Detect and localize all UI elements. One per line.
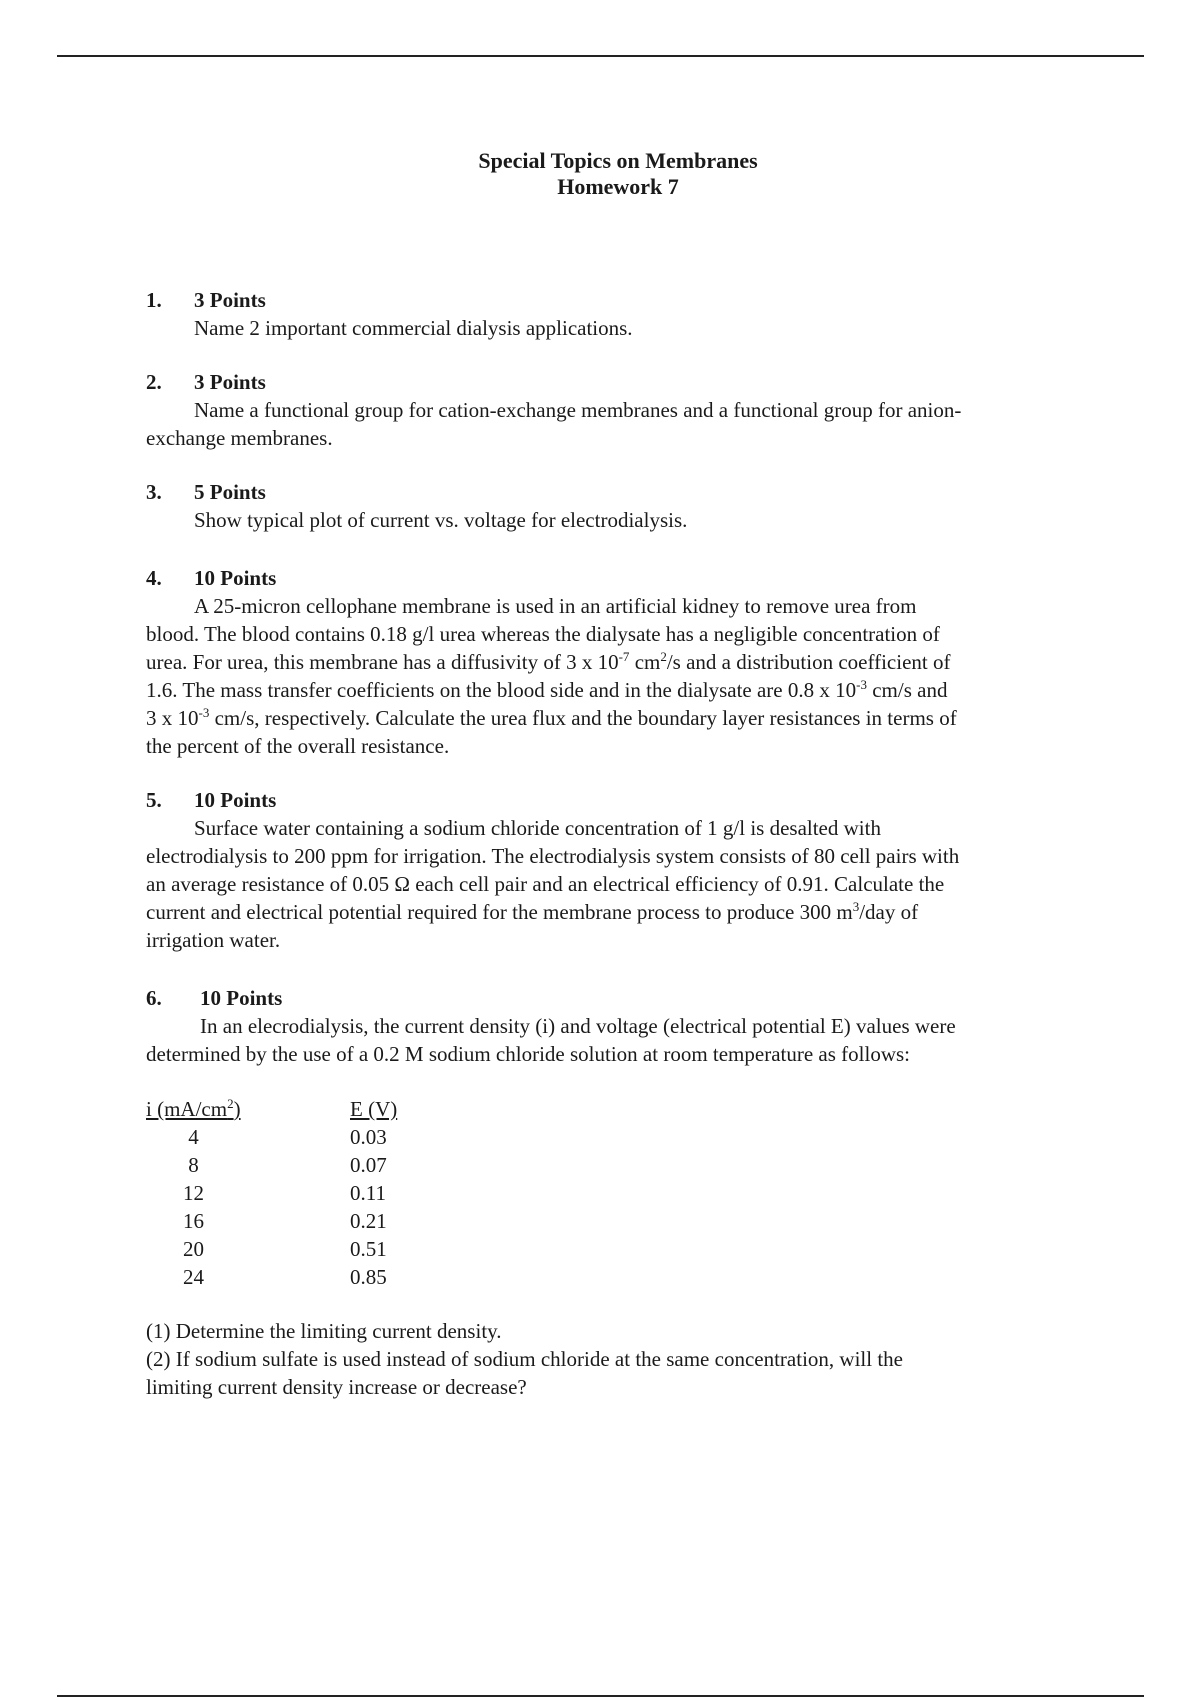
question-points: 3 Points <box>194 288 266 312</box>
question-points: 10 Points <box>200 986 283 1010</box>
question-points: 10 Points <box>194 788 277 812</box>
question-text: irrigation water. <box>146 928 281 952</box>
subquestion-2: (2) If sodium sulfate is used instead of sodium chloride at the same concentration, will the <box>146 1347 903 1371</box>
voltage-column <box>350 1095 410 1291</box>
question-points: 3 Points <box>194 370 266 394</box>
question-text: A 25-micron cellophane membrane is used in an artificial kidney to remove urea from <box>194 594 917 618</box>
question-number: 6. <box>146 986 162 1010</box>
voltage-header: E (V) <box>350 1097 398 1121</box>
table-cell: 0.51 <box>350 1237 387 1261</box>
question-text: In an elecrodialysis, the current density (i) and voltage (electrical potential E) values were <box>200 1014 956 1038</box>
question-2 <box>146 368 1096 452</box>
question-text: Name 2 important commercial dialysis applications. <box>194 316 633 340</box>
question-text: 3 x $10^{-3}$ cm/s, respectively. Calculate the urea flux and the boundary layer resistances in terms of <box>146 705 957 730</box>
question-4 <box>146 564 1096 760</box>
question-number: 3. <box>146 480 162 504</box>
document-title: Special Topics on Membranes <box>478 148 758 173</box>
question-text: current and electrical potential required for the membrane process to produce 300 $m^3$/day of <box>146 899 919 924</box>
question-text: 1.6. The mass transfer coefficients on the blood side and in the dialysate are 0.8 x $10^{-3}$ cm/s and <box>146 677 948 702</box>
question-number: 4. <box>146 566 162 590</box>
table-cell: 12 <box>183 1181 204 1205</box>
table-cell: 24 <box>183 1265 204 1289</box>
table-cell: 8 <box>188 1153 199 1177</box>
question-text: urea. For urea, this membrane has a diffusivity of 3 x $10^{-7}$ $cm^2/s$ and a distribution coefficient of <box>146 649 951 674</box>
question-text: Show typical plot of current vs. voltage for electrodialysis. <box>194 508 688 532</box>
question-text: blood. The blood contains 0.18 g/l urea whereas the dialysate has a negligible concentration of <box>146 622 940 646</box>
current-density-header: i $(mA/cm^2)$ <box>146 1096 241 1121</box>
subquestions <box>146 1317 1096 1401</box>
bottom-rule <box>57 1695 1144 1697</box>
table-cell: 0.21 <box>350 1209 387 1233</box>
question-text: exchange membranes. <box>146 426 333 450</box>
question-text: electrodialysis to 200 ppm for irrigation. The electrodialysis system consists of 80 cell pairs with <box>146 844 960 868</box>
question-points: 5 Points <box>194 480 266 504</box>
subquestion-1: (1) Determine the limiting current density. <box>146 1319 502 1343</box>
top-rule <box>57 55 1144 57</box>
question-number: 1. <box>146 288 162 312</box>
current-density-column <box>146 1095 256 1291</box>
question-5 <box>146 786 1096 954</box>
table-cell: 0.03 <box>350 1125 387 1149</box>
table-cell: 16 <box>183 1209 204 1233</box>
question-1 <box>146 286 1096 342</box>
document-subtitle: Homework 7 <box>557 174 679 199</box>
question-text: Surface water containing a sodium chloride concentration of 1 g/l is desalted with <box>194 816 881 840</box>
table-cell: 0.07 <box>350 1153 387 1177</box>
table-cell: 20 <box>183 1237 204 1261</box>
subquestion-2-cont: limiting current density increase or decrease? <box>146 1375 527 1399</box>
question-text: an average resistance of 0.05 Ω each cell pair and an electrical efficiency of 0.91. Calculate the <box>146 872 945 896</box>
table-cell: 0.85 <box>350 1265 387 1289</box>
question-6 <box>146 984 1096 1068</box>
question-3 <box>146 478 1096 534</box>
question-points: 10 Points <box>194 566 277 590</box>
table-cell: 0.11 <box>350 1181 386 1205</box>
question-text: determined by the use of a 0.2 M sodium chloride solution at room temperature as follows: <box>146 1042 910 1066</box>
question-text: the percent of the overall resistance. <box>146 734 450 758</box>
table-cell: 4 <box>188 1125 199 1149</box>
question-number: 2. <box>146 370 162 394</box>
question-number: 5. <box>146 788 162 812</box>
question-text: Name a functional group for cation-exchange membranes and a functional group for anion- <box>194 398 962 422</box>
